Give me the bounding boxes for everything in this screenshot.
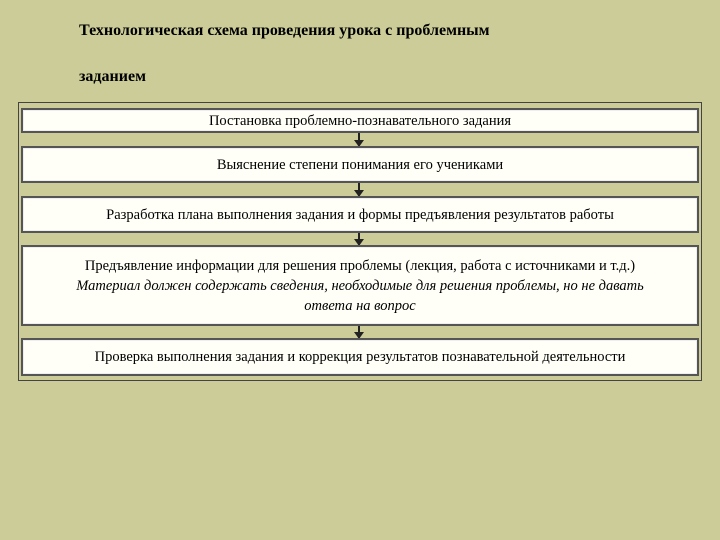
flow-step-4 bbox=[21, 245, 699, 326]
page-title-line1: Технологическая схема проведения урока с проблемным bbox=[79, 22, 490, 39]
flow-step-5-text: Проверка выполнения задания и коррекция результатов познавательной деятельности bbox=[94, 349, 626, 365]
arrow-down-icon bbox=[358, 183, 360, 196]
flow-step-3-text: Разработка плана выполнения задания и формы предъявления результатов работы bbox=[106, 206, 614, 223]
flow-step-2 bbox=[21, 146, 699, 183]
flow-step-1 bbox=[21, 108, 699, 133]
flow-step-4-text: Предъявление информации для решения проблемы (лекция, работа с источниками и т.д.) bbox=[84, 257, 636, 274]
arrow-down-icon bbox=[358, 133, 360, 146]
page-title bbox=[79, 8, 699, 100]
flow-step-2-text: Выяснение степени понимания его учениками bbox=[216, 156, 504, 173]
arrow-down-icon bbox=[358, 233, 360, 245]
page-title-line2: заданием bbox=[79, 68, 146, 85]
arrow-down-icon bbox=[358, 326, 360, 338]
flow-step-4-note: Материал должен содержать сведения, необходимые для решения проблемы, но не давать ответа на вопрос bbox=[76, 277, 644, 314]
flow-step-5 bbox=[21, 338, 699, 376]
flow-step-1-text: Постановка проблемно-познавательного задания bbox=[208, 112, 512, 129]
flow-step-3 bbox=[21, 196, 699, 233]
